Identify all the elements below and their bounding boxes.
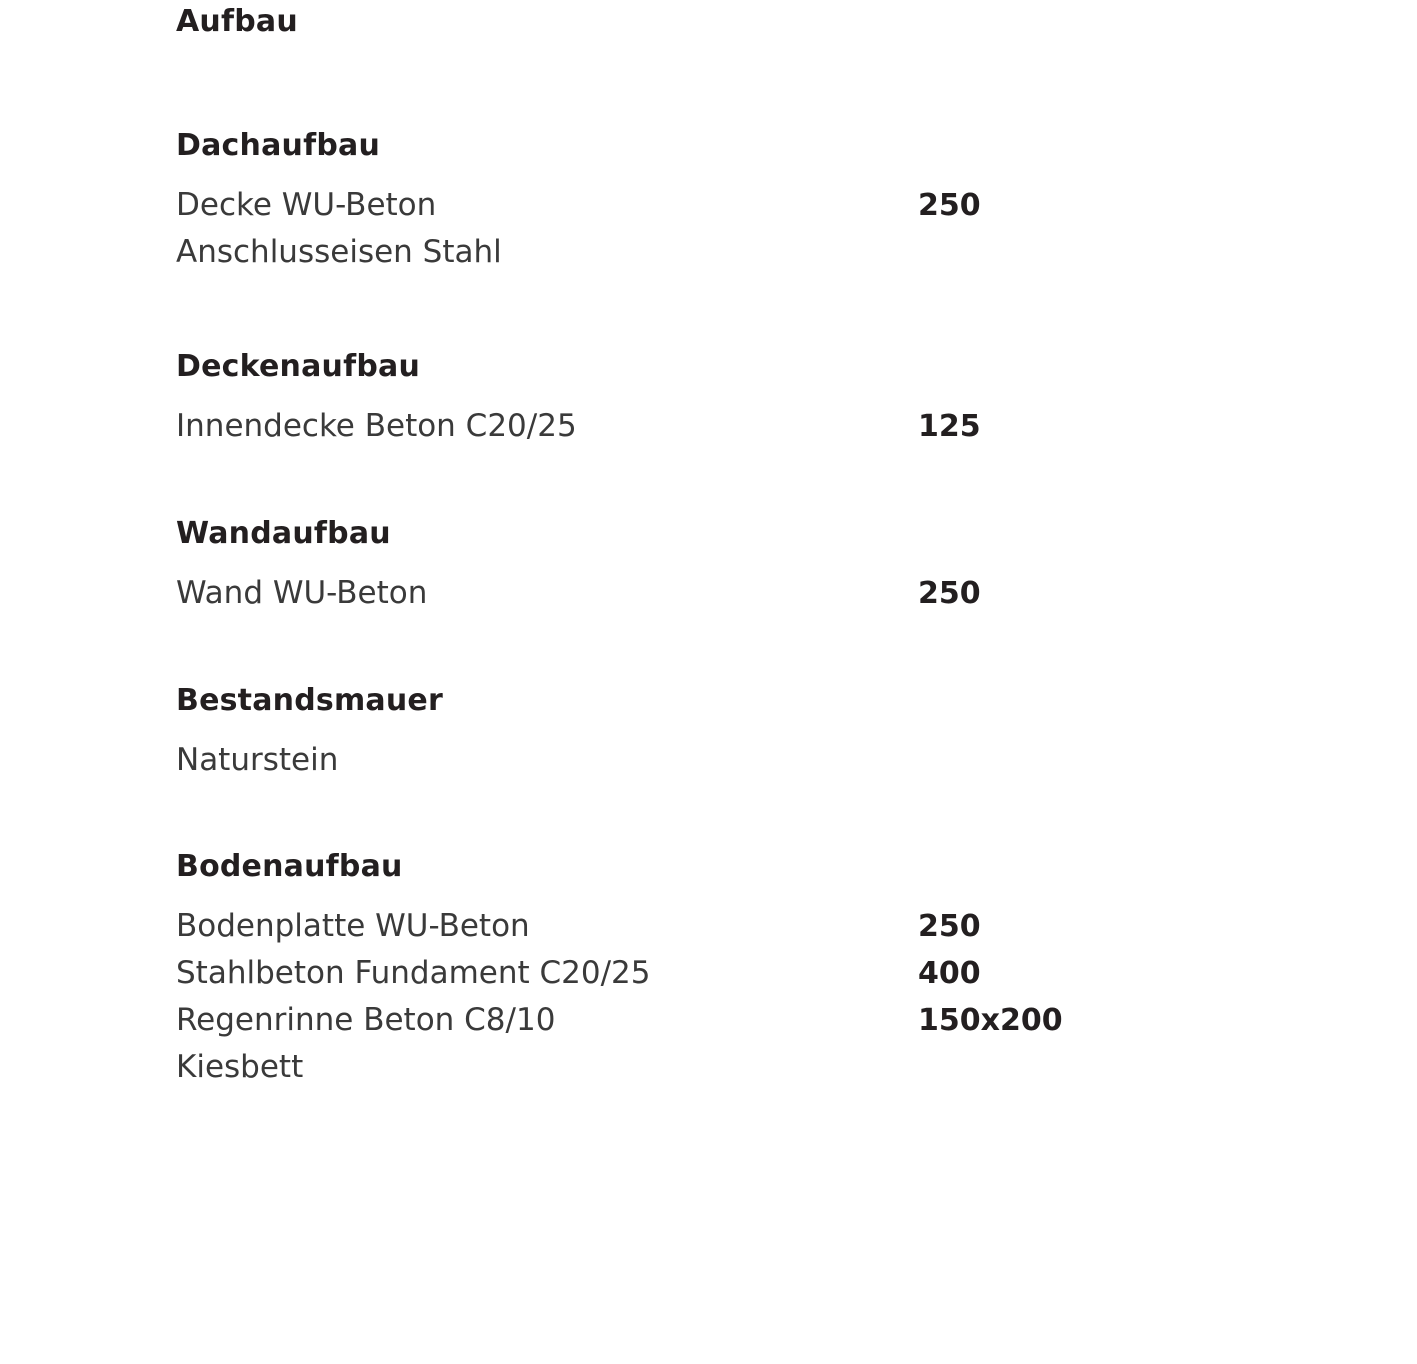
spec-row — [176, 903, 1417, 950]
spec-row — [176, 737, 1417, 783]
section-rows — [176, 737, 1417, 783]
section-wandaufbau — [176, 514, 1417, 617]
spec-label: Stahlbeton Fundament C20/25 — [176, 955, 651, 991]
section-title: Deckenaufbau — [176, 349, 421, 384]
spec-label: Regenrinne Beton C8/10 — [176, 1002, 556, 1038]
spec-label: Decke WU-Beton — [176, 187, 437, 223]
spacer — [176, 450, 1417, 514]
spec-label: Kiesbett — [176, 1049, 304, 1085]
spacer — [176, 617, 1417, 681]
spec-label: Anschlusseisen Stahl — [176, 234, 502, 270]
spec-value: 250 — [918, 576, 981, 611]
page-title: Aufbau — [176, 4, 298, 39]
section-rows — [176, 182, 1417, 275]
section-bodenaufbau — [176, 847, 1417, 1090]
section-title: Bodenaufbau — [176, 849, 403, 884]
section-deckenaufbau — [176, 347, 1417, 450]
section-rows — [176, 403, 1417, 450]
spacer — [176, 42, 1417, 126]
spec-label: Innendecke Beton C20/25 — [176, 408, 577, 444]
spec-value: 150x200 — [918, 1003, 1063, 1038]
spec-row — [176, 997, 1417, 1044]
spec-row — [176, 1044, 1417, 1090]
spec-label: Naturstein — [176, 742, 339, 778]
section-title: Dachaufbau — [176, 128, 381, 163]
spec-value: 125 — [918, 409, 981, 444]
spec-row — [176, 229, 1417, 275]
spec-value: 250 — [918, 909, 981, 944]
section-rows — [176, 903, 1417, 1090]
spec-row — [176, 950, 1417, 997]
spacer — [176, 783, 1417, 847]
spec-value: 250 — [918, 188, 981, 223]
spacer — [176, 275, 1417, 347]
spec-label: Bodenplatte WU-Beton — [176, 908, 530, 944]
section-rows — [176, 570, 1417, 617]
section-bestandsmauer — [176, 681, 1417, 783]
section-dachaufbau — [176, 126, 1417, 275]
spec-label: Wand WU-Beton — [176, 575, 428, 611]
spec-row — [176, 403, 1417, 450]
spec-row — [176, 182, 1417, 229]
spec-row — [176, 570, 1417, 617]
section-title: Wandaufbau — [176, 516, 391, 551]
section-title: Bestandsmauer — [176, 683, 443, 718]
spec-value: 400 — [918, 956, 981, 991]
